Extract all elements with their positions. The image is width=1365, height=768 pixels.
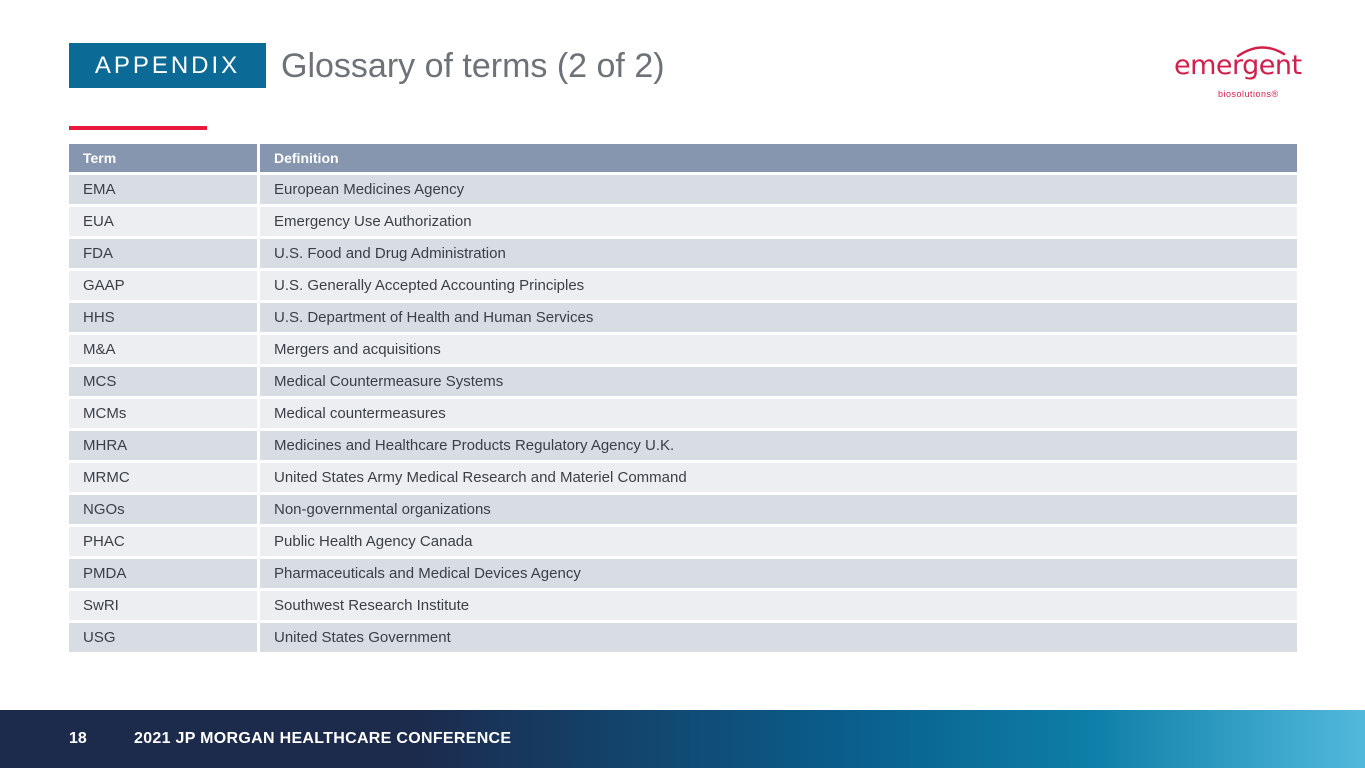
table-row bbox=[69, 431, 1297, 463]
column-header-definition: Definition bbox=[257, 144, 1297, 175]
table-row bbox=[69, 463, 1297, 495]
term-cell: PMDA bbox=[69, 559, 257, 591]
table-row bbox=[69, 335, 1297, 367]
table-row bbox=[69, 399, 1297, 431]
logo-subtitle: biosolutions® bbox=[1218, 89, 1279, 99]
logo-wordmark: emergent bbox=[1174, 50, 1302, 81]
term-cell: MHRA bbox=[69, 431, 257, 463]
definition-cell: United States Government bbox=[257, 623, 1297, 655]
definition-cell: U.S. Department of Health and Human Services bbox=[257, 303, 1297, 335]
glossary-table bbox=[69, 144, 1297, 655]
column-header-term: Term bbox=[69, 144, 257, 175]
table-row bbox=[69, 591, 1297, 623]
term-cell: FDA bbox=[69, 239, 257, 271]
table-row bbox=[69, 239, 1297, 271]
accent-divider bbox=[69, 126, 207, 130]
term-cell: EUA bbox=[69, 207, 257, 239]
definition-cell: Southwest Research Institute bbox=[257, 591, 1297, 623]
definition-cell: European Medicines Agency bbox=[257, 175, 1297, 207]
definition-cell: Medical Countermeasure Systems bbox=[257, 367, 1297, 399]
page-title: Glossary of terms (2 of 2) bbox=[281, 47, 665, 85]
term-cell: USG bbox=[69, 623, 257, 655]
definition-cell: Pharmaceuticals and Medical Devices Agency bbox=[257, 559, 1297, 591]
table-row bbox=[69, 623, 1297, 655]
table-row bbox=[69, 559, 1297, 591]
table-row bbox=[69, 271, 1297, 303]
term-cell: M&A bbox=[69, 335, 257, 367]
term-cell: PHAC bbox=[69, 527, 257, 559]
term-cell: NGOs bbox=[69, 495, 257, 527]
term-cell: MCS bbox=[69, 367, 257, 399]
table-row bbox=[69, 527, 1297, 559]
table-row bbox=[69, 175, 1297, 207]
term-cell: EMA bbox=[69, 175, 257, 207]
term-cell: GAAP bbox=[69, 271, 257, 303]
table-row bbox=[69, 207, 1297, 239]
table-row bbox=[69, 367, 1297, 399]
definition-cell: Emergency Use Authorization bbox=[257, 207, 1297, 239]
definition-cell: Public Health Agency Canada bbox=[257, 527, 1297, 559]
definition-cell: United States Army Medical Research and Materiel Command bbox=[257, 463, 1297, 495]
term-cell: MRMC bbox=[69, 463, 257, 495]
definition-cell: Medical countermeasures bbox=[257, 399, 1297, 431]
definition-cell: Mergers and acquisitions bbox=[257, 335, 1297, 367]
table-row bbox=[69, 303, 1297, 335]
term-cell: HHS bbox=[69, 303, 257, 335]
definition-cell: U.S. Food and Drug Administration bbox=[257, 239, 1297, 271]
term-cell: SwRI bbox=[69, 591, 257, 623]
section-tag: APPENDIX bbox=[69, 43, 266, 88]
event-name: 2021 JP MORGAN HEALTHCARE CONFERENCE bbox=[134, 730, 512, 747]
footer-bar bbox=[0, 710, 1365, 768]
table-header-row bbox=[69, 144, 1297, 175]
term-cell: MCMs bbox=[69, 399, 257, 431]
definition-cell: Medicines and Healthcare Products Regulatory Agency U.K. bbox=[257, 431, 1297, 463]
definition-cell: Non-governmental organizations bbox=[257, 495, 1297, 527]
table-row bbox=[69, 495, 1297, 527]
page-number: 18 bbox=[69, 730, 87, 747]
company-logo bbox=[1168, 44, 1306, 100]
definition-cell: U.S. Generally Accepted Accounting Principles bbox=[257, 271, 1297, 303]
